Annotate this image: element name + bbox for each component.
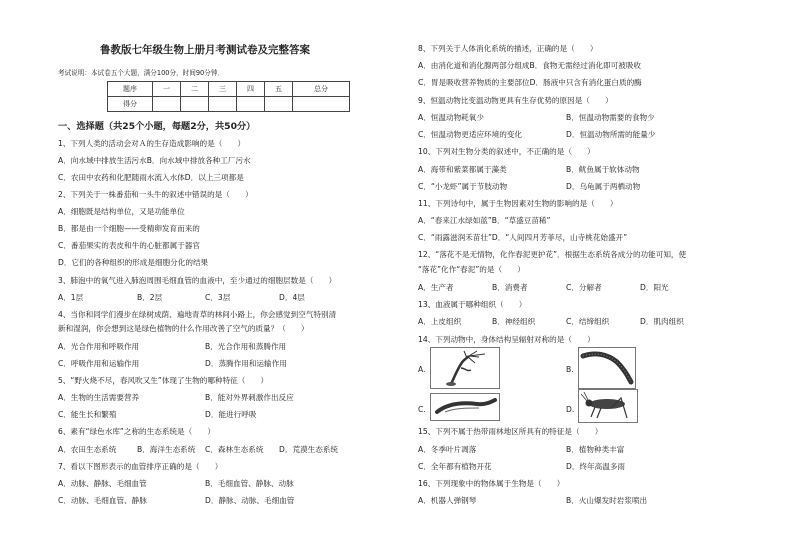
score-row-label: 得分 (108, 97, 153, 112)
option-q13-d: D．肌肉组织 (640, 317, 684, 326)
option-q10-c: C．“小龙虾”属于节肢动物 (418, 182, 508, 191)
option-q15-a: A．冬季叶片凋落 (418, 445, 477, 454)
score-cell[interactable] (181, 97, 209, 112)
option-q4-b: B．光合作用和蒸腾作用 (205, 342, 287, 351)
score-header: 三 (209, 82, 237, 97)
option-q6-a: A．农田生态系统 (58, 445, 117, 454)
option-q15-b: B．植物种类丰富 (566, 445, 625, 454)
option-q12-b: B．消费者 (492, 283, 528, 292)
score-header: 题序 (108, 82, 153, 97)
option-line: C．“雨露滋润禾苗壮”D．“人间四月芳菲尽，山寺桃花始盛开” (418, 233, 628, 242)
question-line: 6、素有“绿色水库”之称的生态系统是（ ） (58, 427, 215, 436)
question-line: 3、肺泡中的氧气进入肺泡周围毛细血管的血液中，至少通过的细胞层数是（ ） (58, 276, 337, 285)
option-q9-a: A．恒温动物耗氧少 (418, 113, 484, 122)
grasshopper-image (578, 389, 638, 423)
question-line: 新和湿润，你会想到这是绿色植物的什么作用改善了空气的质量？（ ） (58, 324, 309, 333)
score-header: 五 (265, 82, 293, 97)
question-line: 4、当你和同学们漫步在绿树成荫、遍地青草的林间小路上，你会感觉到空气特别清 (58, 310, 337, 319)
score-header: 四 (237, 82, 265, 97)
question-line: 14、下列动物中，身体结构呈辐射对称的是（ ） (418, 335, 595, 344)
score-table (107, 81, 350, 112)
exam-note: 考试说明：本试卷五个大题，满分100分，时间90分钟． (58, 69, 225, 77)
option-q5-d: D．能进行呼吸 (205, 410, 257, 419)
page-title: 鲁教版七年级生物上册月考测试卷及完整答案 (100, 44, 310, 56)
option-q14-b: B. (566, 365, 574, 374)
option-q7-a: A．动脉、静脉、毛细血管 (58, 479, 147, 488)
question-line: 7、看以下图形表示的血管排序正确的是（ ） (58, 462, 223, 471)
option-q3-b: B．2层 (137, 293, 163, 302)
score-cell[interactable] (153, 97, 181, 112)
option-q13-a: A．上皮组织 (418, 317, 462, 326)
question-line: 2、下列关于一株番茄和一头牛的叙述中错误的是（ ） (58, 190, 253, 199)
option-q6-b: B．海洋生态系统 (137, 445, 196, 454)
option-q12-c: C．分解者 (566, 283, 602, 292)
score-cell[interactable] (237, 97, 265, 112)
option-q15-c: C．全年都有植物开花 (418, 462, 492, 471)
option-line: A．向水域中排放生活污水B．向水域中排放各种工厂污水 (58, 156, 251, 165)
option-q5-b: B．能对外界刺激作出反应 (205, 393, 294, 402)
option-line: B．都是由一个细胞——受精卵发育而来的 (58, 224, 200, 233)
option-q13-c: C．结缔组织 (566, 317, 610, 326)
option-q7-b: B．毛细血管、静脉、动脉 (205, 479, 294, 488)
option-q14-d: D. (566, 405, 575, 414)
option-q15-d: D．终年高温多雨 (566, 462, 626, 471)
option-q10-a: A．海带和紫菜都属于藻类 (418, 165, 507, 174)
question-line: 12、“落花不是无情物，化作春泥更护花”．根据生态系统各成分的功能可知，使 (418, 250, 687, 259)
question-line: 9、恒温动物比变温动物更具有生存优势的原因是（ ） (418, 96, 613, 105)
option-q6-d: D．荒漠生态系统 (279, 445, 339, 454)
question-line: 13、血液属于哪种组织（ ） (418, 300, 527, 309)
question-line: 5、“野火烧不尽，春风吹又生”体现了生物的哪种特征（ ） (58, 376, 269, 385)
hydra-image (430, 347, 500, 389)
score-cell[interactable] (209, 97, 237, 112)
option-line: A．细胞既是结构单位，又是功能单位 (58, 207, 185, 216)
score-cell[interactable] (265, 97, 293, 112)
option-line: A．由消化道和消化腺两部分组成B．食物无需经过消化即可被吸收 (418, 61, 642, 70)
option-q12-a: A．生产者 (418, 283, 454, 292)
section-heading: 一、选择题（共25个小题，每题2分，共50分） (58, 121, 256, 132)
option-q13-b: B．神经组织 (492, 317, 536, 326)
option-q10-d: D．乌龟属于两栖动物 (566, 182, 641, 191)
option-line: C．胃是吸收营养物质的主要部位D．肠液中只含有消化蛋白质的酶 (418, 78, 642, 87)
score-cell[interactable] (293, 97, 350, 112)
option-q10-b: B．鱿鱼属于软体动物 (566, 165, 640, 174)
option-q5-a: A．生物的生活需要营养 (58, 393, 140, 402)
option-q14-c: C. (418, 405, 426, 414)
score-header: 二 (181, 82, 209, 97)
option-q4-d: D．蒸腾作用和运输作用 (205, 359, 287, 368)
option-line: A．“春来江水绿如蓝”B．“草盛豆苗稀” (418, 216, 551, 225)
option-q6-c: C．森林生态系统 (205, 445, 264, 454)
question-line: 16、下列现象中的物体属于生物是（ ） (418, 479, 565, 488)
option-q7-d: D．静脉、动脉、毛细血管 (205, 496, 295, 505)
question-line: 15、下列不属于热带雨林地区所具有的特征是（ ） (418, 427, 603, 436)
score-header: 一 (153, 82, 181, 97)
question-line: 11、下列诗句中，属于生物因素对生物的影响的是（ ） (418, 199, 618, 208)
question-line: 10、下列对生物分类的叙述中，不正确的是（ ） (418, 147, 595, 156)
option-q9-b: B．恒温动物需要的食物少 (566, 113, 655, 122)
option-q3-a: A．1层 (58, 293, 84, 302)
option-line: C．农田中农药和化肥随雨水流入水体D．以上三项都是 (58, 173, 244, 182)
option-q12-d: D．阳光 (640, 283, 669, 292)
option-q7-c: C．动脉、毛细血管、静脉 (58, 496, 147, 505)
option-q5-c: C．能生长和繁殖 (58, 410, 117, 419)
option-line: D．它们的各种组织的形成是细胞分化的结果 (58, 258, 209, 267)
question-line: 1、下列人类的活动会对Ａ的生存造成影响的是（ ） (58, 139, 246, 148)
option-q16-b: B．火山爆发时岩浆喷出 (566, 496, 648, 505)
leech-image (430, 393, 500, 421)
option-line: C．番茄果实的表皮和牛的心脏都属于器官 (58, 241, 200, 250)
option-q9-c: C．恒温动物更适应环境的变化 (418, 130, 523, 139)
option-q9-d: D．恒温动物所需的能量少 (566, 130, 656, 139)
option-q4-a: A．光合作用和呼吸作用 (58, 342, 140, 351)
option-q16-a: A．机器人弹钢琴 (418, 496, 477, 505)
question-line: “落花”化作“春泥”的是（ ） (418, 265, 525, 274)
option-q4-c: C．呼吸作用和运输作用 (58, 359, 140, 368)
option-q3-d: D．4层 (279, 293, 305, 302)
option-q3-c: C．3层 (205, 293, 231, 302)
option-q14-a: A. (418, 365, 426, 374)
earthworm-image (578, 347, 636, 389)
score-header: 总分 (293, 82, 350, 97)
question-line: 8、下列关于人体消化系统的描述，正确的是（ ） (418, 44, 598, 53)
